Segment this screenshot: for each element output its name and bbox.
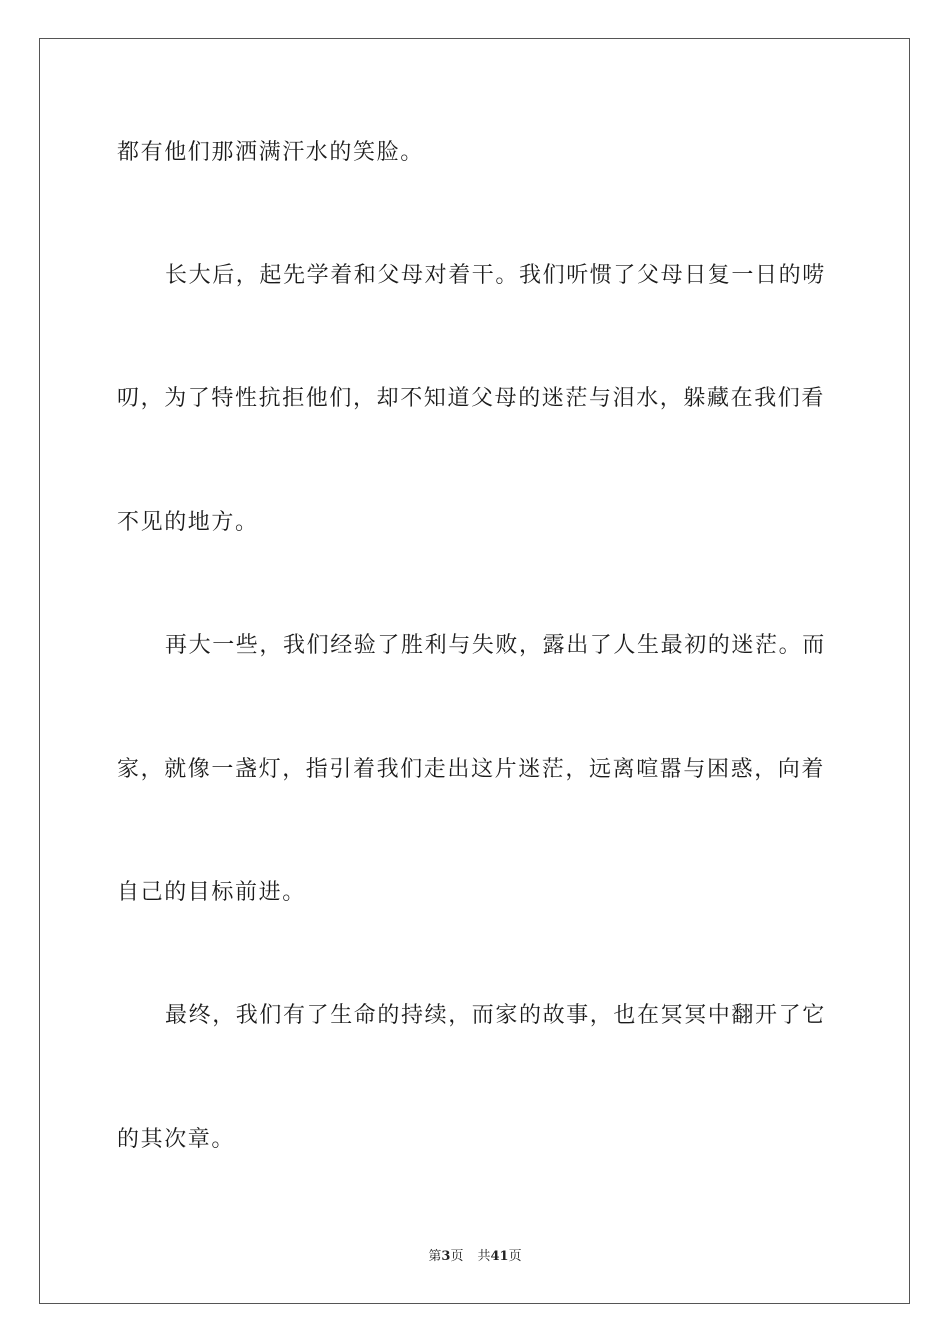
text-line-4: 不见的地方。 bbox=[117, 510, 259, 535]
page-suffix: 页 bbox=[450, 1249, 464, 1264]
text-line-1: 都有他们那洒满汗水的笑脸。 bbox=[117, 140, 424, 165]
page-footer bbox=[0, 1248, 950, 1266]
page-prefix: 第 bbox=[428, 1249, 442, 1264]
page-number: 3 bbox=[441, 1249, 451, 1264]
text-line-6: 家，就像一盏灯，指引着我们走出这片迷茫，远离喧嚣与困惑，向着 bbox=[117, 757, 826, 782]
text-line-7: 自己的目标前进。 bbox=[117, 880, 306, 905]
text-line-5: 再大一些，我们经验了胜利与失败，露出了人生最初的迷茫。而 bbox=[165, 633, 826, 658]
total-prefix: 共 bbox=[477, 1249, 491, 1264]
text-line-3: 叨，为了特性抗拒他们，却不知道父母的迷茫与泪水，躲藏在我们看 bbox=[117, 386, 826, 411]
text-line-8: 最终，我们有了生命的持续，而家的故事，也在冥冥中翻开了它 bbox=[165, 1003, 826, 1028]
page-border bbox=[39, 38, 910, 1304]
text-line-9: 的其次章。 bbox=[117, 1127, 236, 1152]
text-line-2: 长大后，起先学着和父母对着干。我们听惯了父母日复一日的唠 bbox=[165, 263, 826, 288]
total-pages: 41 bbox=[490, 1249, 509, 1264]
total-suffix: 页 bbox=[508, 1249, 522, 1264]
